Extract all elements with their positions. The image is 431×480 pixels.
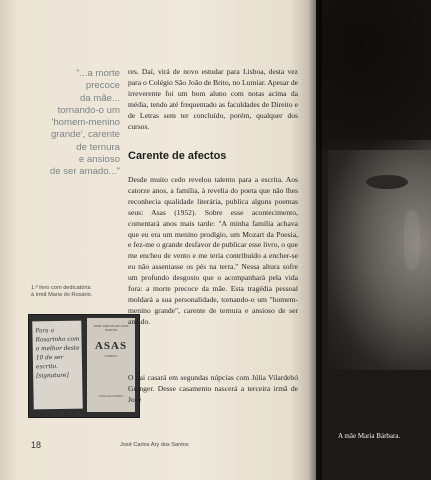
portrait-hair	[316, 0, 431, 150]
first-book-photo	[28, 314, 140, 418]
book-gutter-shadow	[308, 0, 322, 480]
paragraph-1: res. Daí, virá de novo estudar para Lisboa, desta vez para o Colégio São João de Brito, no Lumiar. Apesar de irreverente foi um bom aluno com notas acima da média, tendo até frequentado as faculdades de Direito e de Letras sem ter concluído, porém, qualquer dos cursos.	[128, 67, 298, 131]
book-cover-publisher: CASA DA MOEDA	[98, 394, 124, 398]
handwritten-dedication: Para a Rosarinho com o melhor deste 10 de ser escrito. [signature]	[35, 328, 80, 380]
book-cover-title: ASAS	[94, 340, 128, 352]
mother-photo-caption: A mãe Maria Bárbara.	[338, 432, 401, 440]
book-photo-caption: 1.º livro com dedicatória à irmã Maria do Rosário.	[31, 285, 93, 298]
paragraph-3: O pai casará em segundas núpcias com Júlia Vilardebó Granger. Desse casamento nascerá a terceira irmã de José	[128, 373, 298, 404]
book-cover-author: JOSÉ CARLOS ARY DOS SANTOS	[93, 324, 129, 332]
paragraph-2: Desde muito cedo revelou talento para a escrita. Aos catorze anos, a família, à revelia do poeta que não lhes reconhecia qualidade literária, publica alguns poemas seus: Asas (1952). Sobre esse acontecimento, comentará anos mais tarde: "A minha família achava que eu era um menino prodígio, um Mozart da Poesia, e fez-me o grande desfavor de publicar esse livro, o que me encheu de vento e me teria contribuído a encher-se eu não assentasse os pés na terra." Nessa altura sofre um profundo desgosto que o acompanhará pela vida fora: a morte precoce da mãe. Esta tragédia pessoal moldará a sua personalidade, tornando-o um "homem-menino grande", carente de ternura e ansioso de ser amado.	[128, 175, 298, 326]
section-heading: Carente de afectos	[128, 150, 227, 162]
right-page-photo	[316, 0, 431, 480]
page-number: 18	[31, 440, 42, 450]
pull-quote: "...a morte precoce da mãe... tornando-o um 'homem-menino grande', carente de ternura e ansioso de ser amado..."	[49, 68, 120, 178]
dedication-page	[32, 321, 83, 410]
running-footer: José Carlos Ary dos Santos	[120, 442, 189, 448]
portrait-eye	[366, 175, 408, 189]
book-cover-subtitle: POEMAS	[104, 354, 118, 358]
portrait-nose	[404, 210, 420, 270]
